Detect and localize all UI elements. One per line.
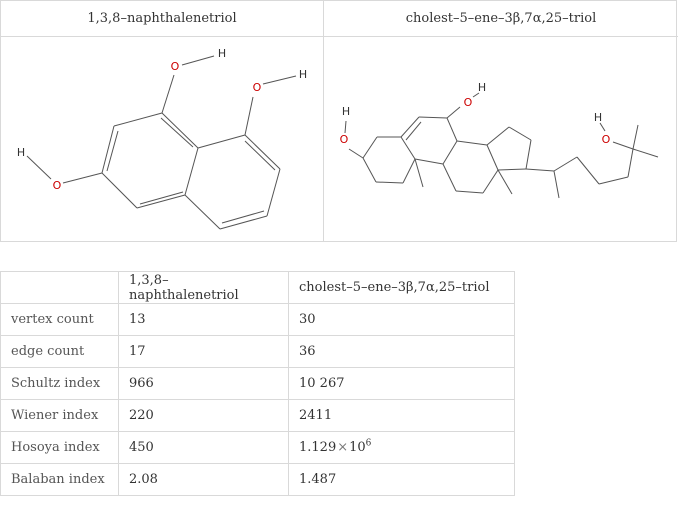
row-label: edge count	[1, 336, 119, 368]
table-cell: 36	[289, 336, 515, 368]
table-row	[1, 368, 515, 400]
table-row	[1, 336, 515, 368]
cholestenetriol-diagram	[324, 37, 677, 242]
naphthalenetriol-diagram	[1, 37, 323, 242]
oxygen-atom: O	[339, 133, 349, 146]
oxygen-atom: O	[170, 60, 180, 73]
hydrogen-atom: H	[298, 68, 308, 81]
structure-column-1	[1, 1, 324, 241]
compound-2-structure	[324, 37, 678, 241]
table-row	[1, 432, 515, 464]
compound-1-header: 1,3,8–naphthalenetriol	[1, 1, 323, 37]
table-corner-cell	[1, 272, 119, 304]
table-cell: 2411	[289, 400, 515, 432]
column-header: 1,3,8–naphthalenetriol	[119, 272, 289, 304]
table-cell: 13	[119, 304, 289, 336]
row-label: Wiener index	[1, 400, 119, 432]
oxygen-atom: O	[463, 96, 473, 109]
column-header: cholest–5–ene–3β,7α,25–triol	[289, 272, 515, 304]
exponent: 6	[365, 438, 372, 449]
compound-1-structure	[1, 37, 323, 241]
cholestenetriol-bonds	[345, 93, 658, 198]
hydrogen-atom: H	[593, 111, 603, 124]
properties-table	[0, 271, 515, 496]
table-cell: 966	[119, 368, 289, 400]
exponent-base: 10	[349, 440, 366, 455]
times-sign: ×	[337, 440, 349, 455]
row-label: Hosoya index	[1, 432, 119, 464]
table-cell: 30	[289, 304, 515, 336]
table-row	[1, 464, 515, 496]
table-cell-scientific	[289, 432, 515, 464]
table-cell: 10 267	[289, 368, 515, 400]
structures-panel	[0, 0, 677, 242]
oxygen-atom: O	[252, 81, 262, 94]
table-cell: 220	[119, 400, 289, 432]
mantissa: 1.129	[299, 440, 337, 455]
table-row	[1, 304, 515, 336]
table-cell: 450	[119, 432, 289, 464]
oxygen-atom: O	[601, 133, 611, 146]
hydrogen-atom: H	[16, 146, 26, 159]
hydrogen-atom: H	[477, 81, 487, 94]
table-cell: 2.08	[119, 464, 289, 496]
table-cell: 1.487	[289, 464, 515, 496]
row-label: Balaban index	[1, 464, 119, 496]
row-label: Schultz index	[1, 368, 119, 400]
table-cell: 17	[119, 336, 289, 368]
row-label: vertex count	[1, 304, 119, 336]
table-header-row	[1, 272, 515, 304]
table-row	[1, 400, 515, 432]
hydrogen-atom: H	[341, 105, 351, 118]
structure-column-2	[324, 1, 678, 241]
compound-2-header: cholest–5–ene–3β,7α,25–triol	[324, 1, 678, 37]
oxygen-atom: O	[52, 179, 62, 192]
hydrogen-atom: H	[217, 47, 227, 60]
